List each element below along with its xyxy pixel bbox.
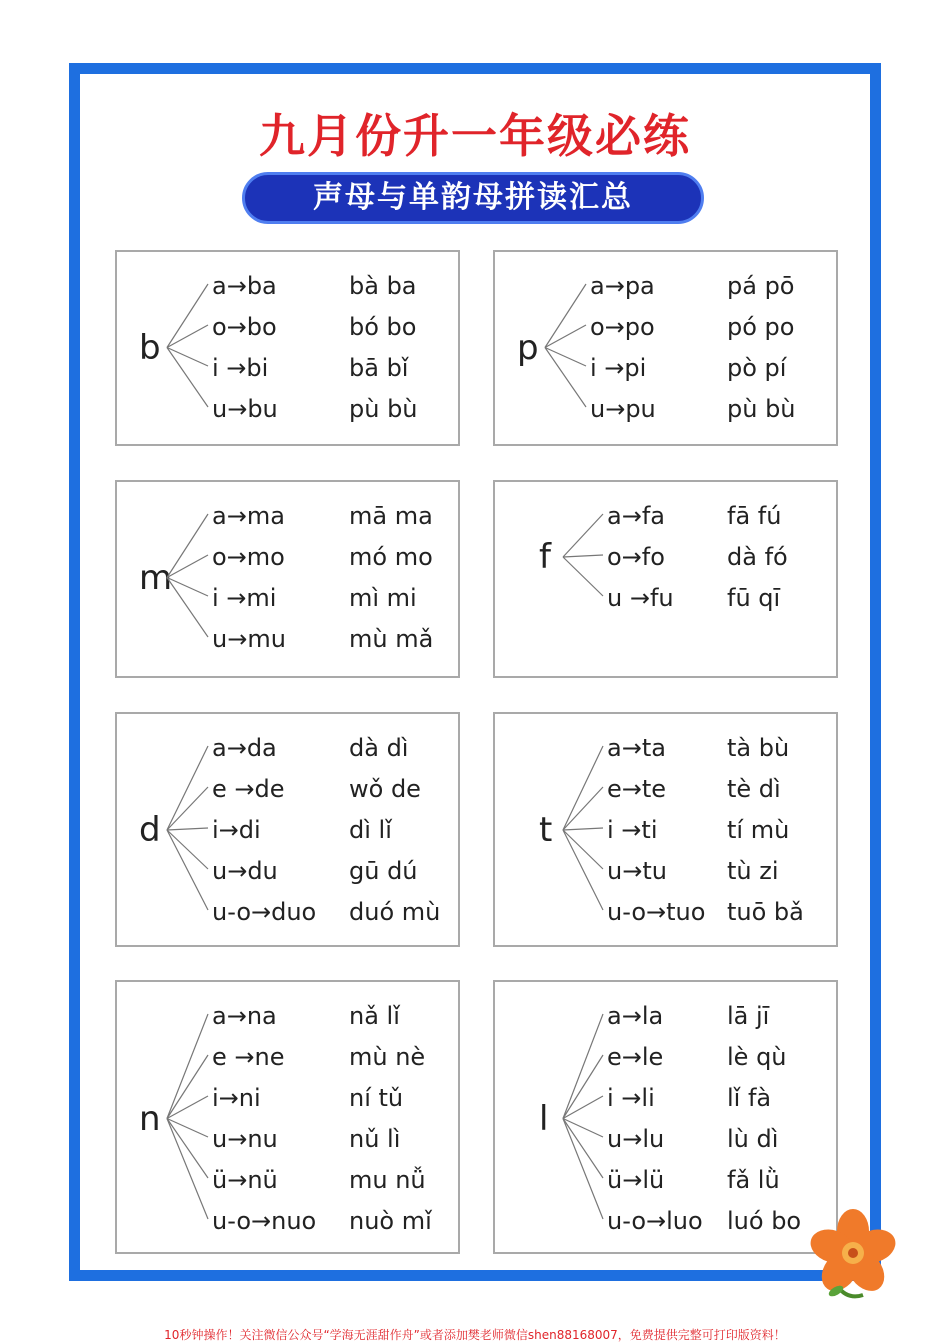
branch-line — [167, 1055, 208, 1119]
spelling-combo: e→te — [607, 775, 667, 803]
page-title: 九月份升一年级必练 — [259, 109, 691, 163]
example-word: tuō bǎ — [727, 898, 804, 926]
branch-line — [563, 787, 603, 830]
example-word: bó bo — [349, 313, 417, 341]
example-word: tè dì — [727, 775, 781, 803]
branch-line — [167, 1014, 208, 1119]
spelling-combo: u→bu — [212, 395, 278, 423]
spelling-combo: i →li — [607, 1084, 655, 1112]
branch-line — [167, 1096, 208, 1119]
example-word: tù zi — [727, 857, 779, 885]
branch-line — [167, 284, 208, 348]
spelling-combo: ü→nü — [212, 1166, 278, 1194]
example-word: pù bù — [727, 395, 796, 423]
example-word: mu nǚ — [349, 1166, 426, 1194]
branch-line — [563, 1055, 603, 1119]
example-word: pò pí — [727, 354, 787, 382]
branch-line — [563, 830, 603, 910]
example-word: pù bù — [349, 395, 418, 423]
spelling-combo: a→ba — [212, 272, 277, 300]
consonant-f: f — [539, 537, 551, 577]
spelling-combo: a→pa — [590, 272, 655, 300]
consonant-n: n — [139, 1098, 161, 1139]
spelling-combo: o→fo — [607, 543, 665, 571]
example-word: lǐ fà — [727, 1084, 772, 1112]
example-word: dì lǐ — [349, 816, 392, 844]
group-box-m — [115, 480, 460, 678]
subtitle-banner: 声母与单韵母拼读汇总 — [242, 172, 704, 224]
example-word: nǔ lì — [349, 1125, 401, 1153]
spelling-combo: i →pi — [590, 354, 647, 382]
example-word: fū qī — [727, 584, 781, 612]
spelling-combo: e →ne — [212, 1043, 285, 1071]
spelling-combo: i →mi — [212, 584, 277, 612]
branch-line — [167, 830, 208, 869]
example-word: tí mù — [727, 816, 790, 844]
example-word: ní tǔ — [349, 1084, 404, 1112]
branch-line — [563, 746, 603, 830]
group-box-b — [115, 250, 460, 446]
example-word: fǎ lǜ — [727, 1166, 780, 1194]
flower-decoration — [808, 1205, 898, 1305]
branch-line — [167, 555, 208, 578]
spelling-combo: i →ti — [607, 816, 658, 844]
example-word: mù mǎ — [349, 625, 434, 653]
group-box-l — [493, 980, 838, 1254]
consonant-m: m — [139, 557, 173, 598]
branch-line — [563, 514, 603, 557]
example-word: lā jī — [727, 1002, 770, 1030]
example-word: pá pō — [727, 272, 795, 300]
spelling-combo: u→mu — [212, 625, 286, 653]
spelling-combo: i→di — [212, 816, 261, 844]
spelling-combo: o→bo — [212, 313, 277, 341]
consonant-t: t — [539, 810, 553, 850]
consonant-d: d — [139, 810, 161, 850]
spelling-combo: u-o→nuo — [212, 1207, 317, 1235]
branch-line — [563, 557, 603, 596]
spelling-combo: a→ta — [607, 734, 666, 762]
example-word: dà dì — [349, 734, 409, 762]
consonant-b: b — [139, 327, 161, 368]
example-word: mā ma — [349, 502, 433, 530]
branch-line — [563, 1096, 603, 1119]
consonant-p: p — [517, 327, 539, 368]
spelling-combo: a→da — [212, 734, 277, 762]
example-word: fā fú — [727, 502, 782, 530]
group-box-p — [493, 250, 838, 446]
spelling-combo: u-o→luo — [607, 1207, 703, 1235]
spelling-combo: ü→lü — [607, 1166, 665, 1194]
spelling-combo: o→po — [590, 313, 655, 341]
example-word: duó mù — [349, 898, 441, 926]
spelling-combo: u→pu — [590, 395, 656, 423]
group-box-d — [115, 712, 460, 947]
example-word: mù nè — [349, 1043, 426, 1071]
branch-line — [167, 325, 208, 348]
spelling-combo: i→ni — [212, 1084, 261, 1112]
branch-line — [563, 1014, 603, 1119]
spelling-combo: i →bi — [212, 354, 269, 382]
example-word: mì mi — [349, 584, 417, 612]
branch-line — [167, 514, 208, 578]
spelling-combo: u→nu — [212, 1125, 278, 1153]
spelling-combo: a→fa — [607, 502, 665, 530]
spelling-combo: u→du — [212, 857, 278, 885]
example-word: nuò mǐ — [349, 1207, 432, 1235]
spelling-combo: o→mo — [212, 543, 285, 571]
branch-line — [563, 828, 603, 830]
example-word: nǎ lǐ — [349, 1002, 400, 1030]
branch-line — [563, 555, 603, 557]
spelling-combo: u→tu — [607, 857, 667, 885]
spelling-combo: a→na — [212, 1002, 277, 1030]
example-word: gū dú — [349, 857, 418, 885]
spelling-combo: a→la — [607, 1002, 664, 1030]
branch-line — [167, 787, 208, 830]
spelling-combo: u →fu — [607, 584, 674, 612]
consonant-l: l — [539, 1098, 549, 1139]
branch-line — [563, 830, 603, 869]
example-word: tà bù — [727, 734, 790, 762]
group-box-t — [493, 712, 838, 947]
group-box-f — [493, 480, 838, 678]
spelling-combo: e →de — [212, 775, 285, 803]
spelling-combo: u-o→tuo — [607, 898, 706, 926]
example-word: dà fó — [727, 543, 788, 571]
spelling-combo: a→ma — [212, 502, 285, 530]
spelling-combo: u-o→duo — [212, 898, 317, 926]
example-word: lù dì — [727, 1125, 779, 1153]
spelling-combo: u→lu — [607, 1125, 665, 1153]
branch-line — [167, 746, 208, 830]
example-word: mó mo — [349, 543, 433, 571]
branch-line — [167, 828, 208, 830]
branch-line — [167, 830, 208, 910]
example-word: pó po — [727, 313, 795, 341]
spelling-combo: e→le — [607, 1043, 664, 1071]
example-word: bā bǐ — [349, 354, 409, 382]
group-box-n — [115, 980, 460, 1254]
example-word: luó bo — [727, 1207, 802, 1235]
example-word: bà ba — [349, 272, 417, 300]
footer-note: 10秒钟操作！关注微信公众号“学海无涯甜作舟”或者添加樊老师微信shen88168007，免费提供完整可打印版资料！ — [164, 1328, 786, 1342]
example-word: wǒ de — [349, 775, 421, 803]
example-word: lè qù — [727, 1043, 787, 1071]
branch-line — [545, 284, 586, 348]
branch-lines — [495, 482, 840, 680]
branch-line — [545, 325, 586, 348]
